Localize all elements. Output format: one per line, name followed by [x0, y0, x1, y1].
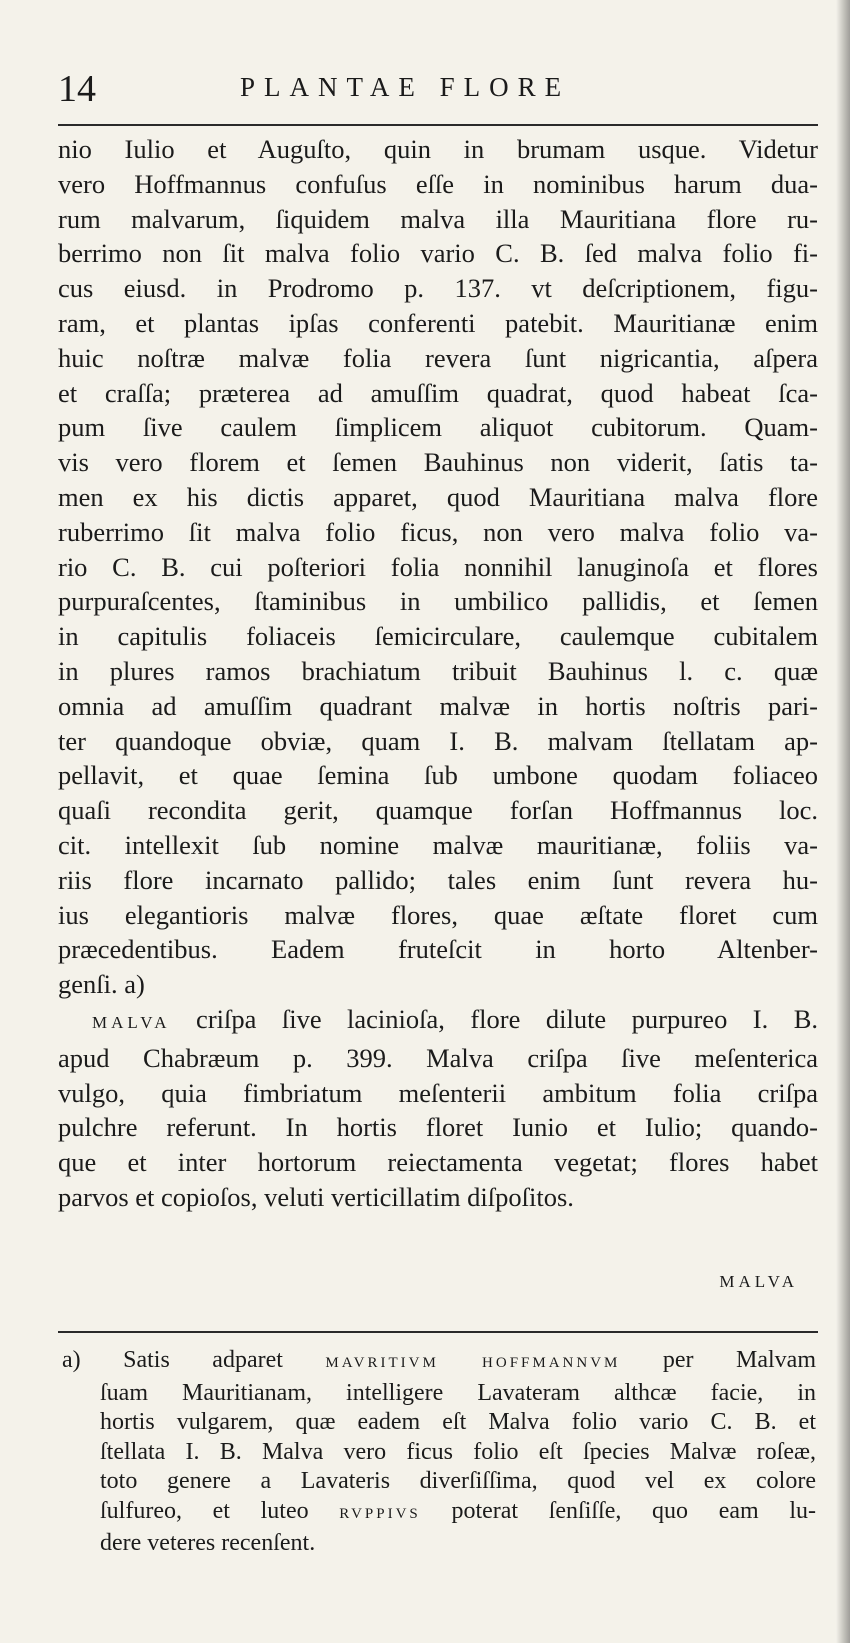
header-rule	[58, 124, 818, 126]
text-line: et craſſa; præterea ad amuſſim quadrat, quod habeat ſca-	[58, 377, 818, 408]
footnote-text: per Malvam	[620, 1347, 816, 1373]
text-line: riis flore incarnato pallido; tales enim ſunt revera hu-	[58, 864, 818, 895]
text-line: præcedentibus. Eadem fruteſcit in horto Altenber-	[58, 934, 818, 965]
footnote-rule	[58, 1331, 818, 1333]
paragraph-2	[58, 1041, 818, 1215]
footnote-last-line: dere veteres recenſent.	[100, 1530, 316, 1556]
footnote-text: ſulfureo, et luteo	[100, 1497, 340, 1524]
text-line: rum malvarum, ſiquidem malva illa Mauritiana flore ru-	[58, 203, 818, 234]
page-edge-shadow	[836, 0, 850, 1643]
text-line: hortis vulgarem, quæ eadem eſt Malva folio vario C. B. et	[100, 1409, 816, 1435]
text-line: ius elegantioris malvæ flores, quae æſtate floret cum	[58, 899, 818, 930]
footnote-middle-lines	[62, 1379, 816, 1497]
text-line: ſtellata I. B. Malva vero ficus folio eſt ſpecies Malvæ roſeæ,	[100, 1438, 816, 1465]
main-text	[58, 132, 818, 1215]
text-line: pellavit, et quae ſemina ſub umbone quodam foliaceo	[58, 760, 818, 791]
text-line: omnia ad amuſſim quadrant malvæ in hortis noſtris pari-	[58, 690, 818, 721]
text-line: ruberrimo ſit malva folio ficus, non vero malva folio va-	[58, 516, 818, 547]
small-caps-name: RVPPIVS	[339, 1505, 421, 1522]
page-number: 14	[58, 68, 96, 110]
text-line: quaſi recondita gerit, quamque forſan Hoffmannus loc.	[58, 795, 818, 826]
text-line: vero Hoffmannus confuſus eſſe in nominibus harum dua-	[58, 168, 818, 199]
footnote	[62, 1346, 816, 1559]
paragraph-1	[58, 132, 818, 1002]
text-line: huic noſtræ malvæ folia revera ſunt nigricantia, aſpera	[58, 342, 818, 373]
text-line: men ex his dictis apparet, quod Mauritiana malva flore	[58, 481, 818, 512]
text-line: genſi. a)	[58, 969, 145, 1000]
text-line: ram, et plantas ipſas conferenti patebit. Mauritianæ enim	[58, 307, 818, 338]
paragraph-2-first-line-text: criſpa ſive lacinioſa, flore dilute purpureo I. B.	[170, 1003, 818, 1034]
text-line: vis vero florem et ſemen Bauhinus non viderit, ſatis ta-	[58, 447, 818, 478]
text-line: purpuraſcentes, ſtaminibus in umbilico pallidis, et ſemen	[58, 586, 818, 617]
text-line: pum ſive caulem ſimplicem aliquot cubitorum. Quam-	[58, 412, 818, 443]
text-line: cit. intellexit ſub nomine malvæ mauritianæ, foliis va-	[58, 829, 818, 860]
text-line: apud Chabræum p. 399. Malva criſpa ſive meſenterica	[58, 1042, 818, 1073]
text-line: rio C. B. cui poſteriori folia nonnihil lanuginoſa et flores	[58, 551, 818, 582]
footnote-line-1	[62, 1346, 816, 1379]
text-line: ter quandoque obviæ, quam I. B. malvam ſtellatam ap-	[58, 725, 818, 756]
footnote-text: Satis adparet	[80, 1347, 326, 1373]
text-line: ſuam Mauritianam, intelligere Lavateram althcæ facie, in	[100, 1379, 816, 1406]
text-line: pulchre referunt. In hortis floret Iunio et Iulio; quando-	[58, 1112, 818, 1143]
text-line: toto genere a Lavateris diverſiſſima, quod vel ex colore	[100, 1468, 816, 1494]
running-head: PLANTAE FLORE	[240, 72, 571, 102]
footnote-line-6	[62, 1497, 816, 1530]
small-caps-name: MAVRITIVM HOFFMANNVM	[325, 1355, 621, 1371]
text-line: in capitulis foliaceis ſemicirculare, caulemque cubitalem	[58, 621, 818, 652]
footnote-text: poterat ſenſiſſe, quo eam lu-	[420, 1497, 817, 1524]
text-line: in plures ramos brachiatum tribuit Bauhinus l. c. quæ	[58, 655, 818, 686]
small-caps-malva: MALVA	[92, 1012, 171, 1032]
text-line: que et inter hortorum reiectamenta vegetat; flores habet	[58, 1147, 818, 1178]
text-line: nio Iulio et Auguſto, quin in brumam usque. Videtur	[58, 134, 818, 164]
text-line: cus eiusd. in Prodromo p. 137. vt deſcriptionem, figu-	[58, 273, 818, 304]
catchword: MALVA	[719, 1272, 798, 1291]
text-line: parvos et copioſos, veluti verticillatim diſpoſitos.	[58, 1181, 574, 1212]
text-line: berrimo non ſit malva folio vario C. B. ſed malva folio fi-	[58, 238, 818, 269]
text-line: vulgo, quia fimbriatum meſenterii ambitum folia criſpa	[58, 1077, 818, 1108]
footnote-marker: a)	[62, 1347, 81, 1373]
paragraph-2-first-line	[58, 1002, 818, 1041]
